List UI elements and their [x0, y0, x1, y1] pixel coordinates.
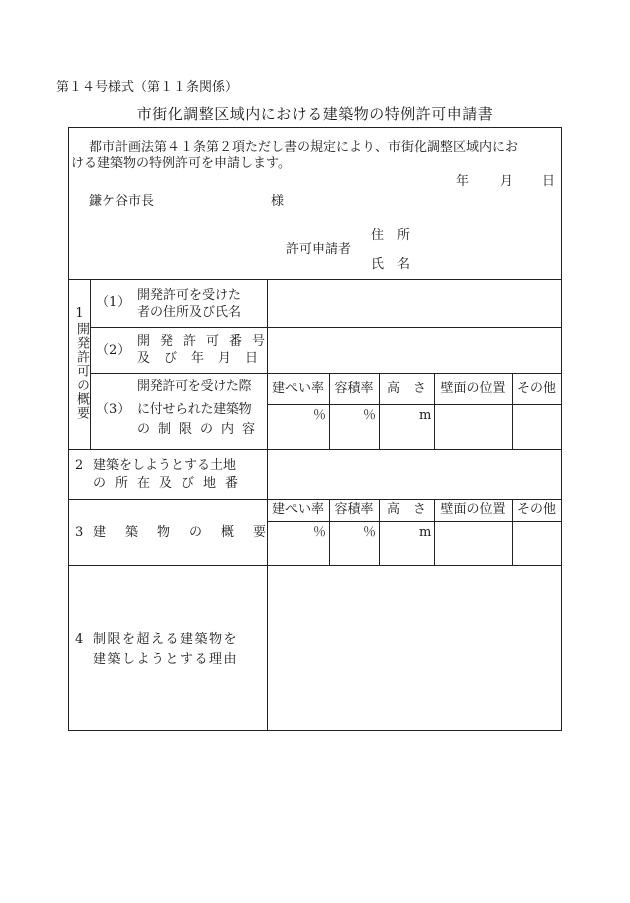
s1-floor-ratio-unit: ％	[363, 408, 377, 423]
section4-label-1: 制限を超える建築物を	[93, 632, 239, 647]
section1-number: 1	[75, 306, 84, 321]
s1-wall-position-header: 壁面の位置	[440, 381, 506, 396]
s3-floor-ratio-unit: ％	[363, 525, 377, 540]
s3-wall-position-header: 壁面の位置	[440, 502, 506, 517]
statement-line-1: 都市計画法第４１条第２項ただし書の規定により、市街化調整区域内にお	[89, 140, 519, 155]
section1-title: 開発許可の概要	[74, 322, 89, 420]
s3-coverage-unit: ％	[313, 525, 327, 540]
honorific: 様	[271, 194, 285, 209]
s1-row3-label-2: に付せられた建築物	[137, 402, 252, 417]
section2-label-1: 建築をしようとする土地	[93, 458, 237, 473]
date-month-label: 月	[500, 174, 514, 189]
s1-row1-label-1: 開発許可を受けた	[137, 288, 242, 303]
s1-permit-number-date-field[interactable]	[268, 328, 561, 373]
name-label: 氏 名	[371, 257, 411, 272]
section4-number: 4	[75, 632, 84, 647]
date-year-label: 年	[456, 174, 470, 189]
s3-height-unit: m	[419, 525, 432, 540]
s3-height-header: 高 さ	[386, 502, 426, 517]
s1-row3-number: （3）	[96, 402, 131, 417]
application-form	[68, 127, 562, 731]
s1-row3-label-1: 開発許可を受けた際	[137, 379, 252, 394]
s1-coverage-unit: ％	[313, 408, 327, 423]
s1-coverage-header: 建ぺい率	[271, 381, 324, 396]
s1-row1-number: （1）	[96, 295, 131, 310]
statement-line-2: ける建築物の特例許可を申請します。	[71, 156, 291, 171]
rule-s1-row2	[90, 373, 561, 374]
s3-floor-ratio-header: 容積率	[334, 502, 374, 517]
s1-row2-number: （2）	[96, 343, 131, 358]
s1-row2-label-2: 及び年月日	[137, 351, 273, 366]
rule-s3-restriction-head	[267, 521, 561, 522]
s1-height-header: 高 さ	[386, 381, 426, 396]
s1-height-unit: m	[419, 408, 432, 423]
s1-row2-label-1: 開発許可番号	[137, 334, 276, 349]
address-label: 住 所	[371, 228, 411, 243]
rule-s1-restriction-head	[267, 404, 561, 405]
applicant-label: 許可申請者	[286, 242, 352, 257]
section4-label-2: 建築しようとする理由	[93, 652, 239, 667]
s3-other-header: その他	[516, 502, 556, 517]
form-number: 第１４号様式（第１１条関係）	[56, 80, 239, 95]
section2-number: 2	[75, 458, 84, 473]
s1-permit-holder-field[interactable]	[268, 280, 561, 327]
addressee: 鎌ケ谷市長	[89, 194, 155, 209]
s1-row1-label-2: 者の住所及び氏名	[137, 305, 242, 320]
s1-other-header: その他	[516, 381, 556, 396]
date-day-label: 日	[542, 174, 556, 189]
s1-floor-ratio-header: 容積率	[334, 381, 374, 396]
s1-row3-label-3: の制限の内容	[137, 422, 264, 437]
form-title: 市街化調整区域内における建築物の特例許可申請書	[136, 105, 494, 123]
rule-section2-bottom	[69, 499, 561, 500]
s4-reason-field[interactable]	[268, 566, 561, 730]
section3-title: 建築物の概要	[93, 525, 286, 540]
section2-label-2: の所在及び地番	[93, 476, 248, 491]
s3-coverage-header: 建ぺい率	[271, 502, 324, 517]
section3-number: 3	[75, 525, 84, 540]
s2-land-location-field[interactable]	[268, 450, 561, 499]
